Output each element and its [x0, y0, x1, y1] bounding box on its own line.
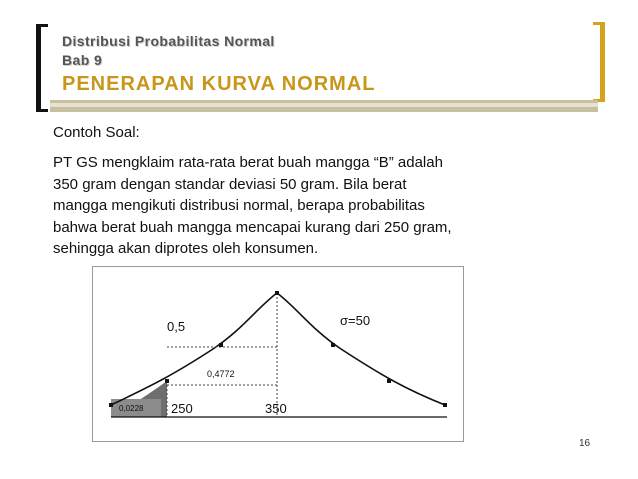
- x-label-350: 350: [265, 401, 287, 416]
- sigma-label: σ=50: [340, 313, 371, 328]
- example-label: Contoh Soal:: [53, 124, 140, 141]
- problem-line: PT GS mengklaim rata-rata berat buah mangga “B” adalah: [53, 154, 443, 171]
- half-probability-label: 0,5: [167, 319, 186, 334]
- curve-point: [165, 379, 169, 383]
- chapter-title: Distribusi Probabilitas Normal: [62, 33, 275, 49]
- page-number: 16: [579, 438, 591, 449]
- curve-point: [275, 291, 279, 295]
- problem-line: sehingga akan diprotes oleh konsumen.: [53, 240, 319, 257]
- slide-title: PENERAPAN KURVA NORMAL: [62, 73, 376, 95]
- problem-line: bahwa berat buah mangga mencapai kurang dari 250 gram,: [53, 218, 452, 236]
- right-bracket-decoration: [593, 22, 605, 102]
- problem-line: 350 gram dengan standar deviasi 50 gram. Bila berat: [53, 175, 407, 193]
- curve-point: [219, 343, 223, 347]
- left-bracket-decoration: [36, 24, 48, 112]
- curve-point: [109, 403, 113, 407]
- problem-text: [53, 152, 553, 260]
- x-label-250: 250: [171, 401, 193, 416]
- chapter-number: Bab 9: [62, 52, 103, 68]
- curve-point: [387, 379, 391, 383]
- normal-curve-svg: [93, 267, 463, 441]
- header-divider-highlight: [50, 103, 598, 107]
- curve-point: [443, 403, 447, 407]
- problem-line: mangga mengikuti distribusi normal, berapa probabilitas: [53, 197, 425, 214]
- tail-probability-label: 0,0228: [119, 404, 144, 413]
- normal-curve-diagram: [92, 266, 464, 442]
- area-probability-label: 0,4772: [207, 369, 235, 379]
- curve-point: [331, 343, 335, 347]
